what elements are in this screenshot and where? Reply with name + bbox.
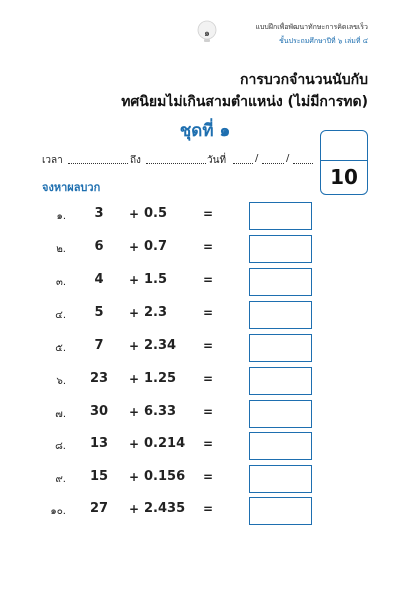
equals-sign: = [202,437,214,451]
operand-a: 23 [89,371,109,386]
answer-box[interactable] [249,497,312,525]
problem-row [0,202,411,230]
problem-number: ๙. [55,474,66,485]
time-end-field[interactable] [146,153,206,164]
year-field[interactable] [293,153,313,164]
operand-b: 2.435 [144,501,186,516]
problem-number: ๓. [55,277,66,288]
problem-number: ๑. [56,211,66,222]
operand-b: 0.156 [144,469,186,484]
problem-number: ๔. [55,310,66,321]
problem-number: ๗. [55,409,66,420]
time-label: เวลา [42,155,63,166]
answer-box[interactable] [249,301,312,329]
problem-row [0,334,411,362]
month-field[interactable] [262,153,284,164]
problem-row [0,465,411,493]
score-divider [321,160,367,161]
problem-row [0,400,411,428]
operand-b: 6.33 [144,404,177,419]
score-box [320,130,368,195]
problem-row [0,497,411,525]
answer-box[interactable] [249,432,312,460]
operand-a: 27 [89,501,109,516]
series-title: แบบฝึกเพื่อพัฒนาทักษะการคิดเลขเร็ว [255,23,368,31]
problem-number: ๒. [56,244,66,255]
answer-box[interactable] [249,268,312,296]
date-separator: / [286,153,290,164]
plus-sign: + [128,437,140,451]
equals-sign: = [202,306,214,320]
plus-sign: + [128,372,140,386]
operand-b: 0.5 [144,206,168,221]
answer-box[interactable] [249,367,312,395]
plus-sign: + [128,240,140,254]
page-number: ๑ [204,29,210,39]
plus-sign: + [128,306,140,320]
date-separator: / [255,153,259,164]
equals-sign: = [202,273,214,287]
page-title-line2: ทศนิยมไม่เกินสามตำแหน่ง (ไม่มีการทด) [121,94,368,110]
problem-number: ๑๐. [50,506,66,517]
series-subtitle: ชั้นประถมศึกษาปีที่ ๖ เล่มที่ ๔ [279,37,368,45]
answer-box[interactable] [249,235,312,263]
operand-b: 0.7 [144,239,168,254]
equals-sign: = [202,405,214,419]
answer-box[interactable] [249,465,312,493]
equals-sign: = [202,240,214,254]
operand-a: 3 [94,206,104,221]
answer-box[interactable] [249,334,312,362]
instruction: จงหาผลบวก [42,181,101,194]
equals-sign: = [202,372,214,386]
equals-sign: = [202,339,214,353]
problem-row [0,301,411,329]
set-title: ชุดที่ ๑ [179,121,231,141]
score-total: 10 [330,165,358,189]
operand-a: 13 [89,436,109,451]
answer-box[interactable] [249,202,312,230]
operand-a: 15 [89,469,109,484]
operand-a: 4 [94,272,104,287]
problem-row [0,235,411,263]
plus-sign: + [128,273,140,287]
problem-number: ๕. [55,343,66,354]
equals-sign: = [202,470,214,484]
to-label: ถึง [130,155,141,166]
problem-row [0,367,411,395]
plus-sign: + [128,339,140,353]
operand-b: 0.214 [144,436,186,451]
plus-sign: + [128,405,140,419]
plus-sign: + [128,470,140,484]
plus-sign: + [128,207,140,221]
page-title-line1: การบวกจำนวนนับกับ [240,72,368,88]
answer-box[interactable] [249,400,312,428]
problem-row [0,268,411,296]
problem-number: ๘. [55,441,66,452]
operand-a: 7 [94,338,104,353]
time-start-field[interactable] [68,153,128,164]
equals-sign: = [202,207,214,221]
operand-a: 30 [89,404,109,419]
operand-a: 5 [94,305,104,320]
operand-b: 1.25 [144,371,177,386]
problem-row [0,432,411,460]
plus-sign: + [128,502,140,516]
operand-b: 2.3 [144,305,168,320]
operand-b: 1.5 [144,272,168,287]
equals-sign: = [202,502,214,516]
day-field[interactable] [233,153,253,164]
date-label: วันที่ [207,155,227,166]
problem-number: ๖. [56,376,66,387]
operand-b: 2.34 [144,338,177,353]
operand-a: 6 [94,239,104,254]
